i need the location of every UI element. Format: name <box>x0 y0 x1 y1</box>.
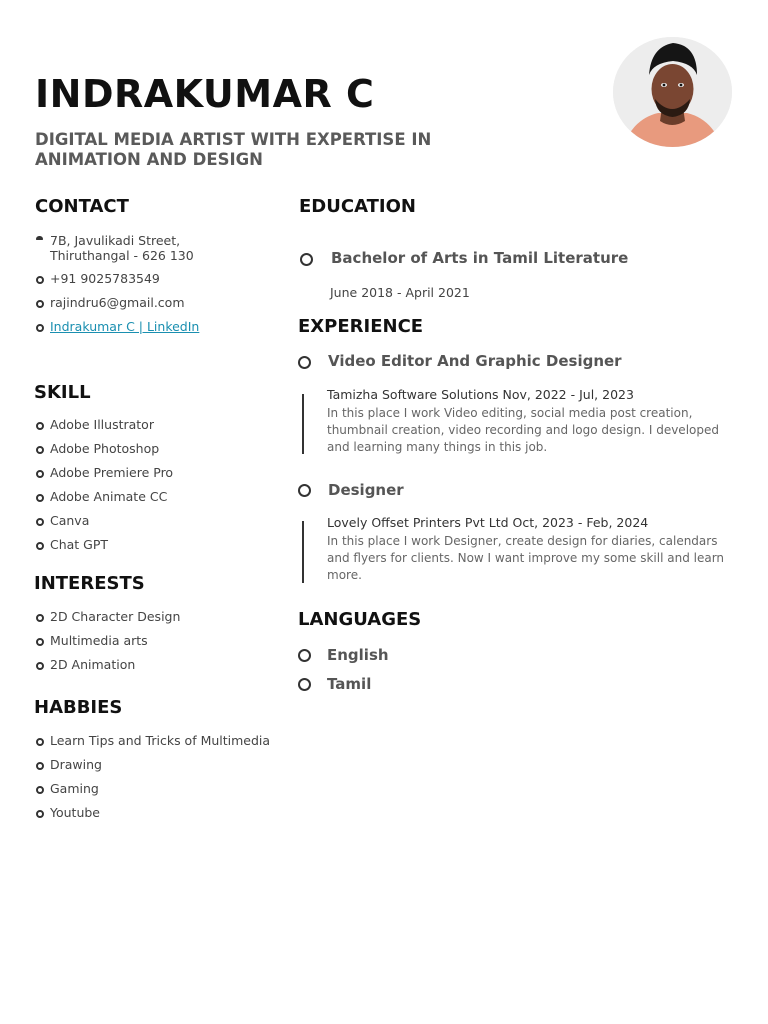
bullet-icon <box>36 738 44 746</box>
interests-heading: INTERESTS <box>34 573 145 594</box>
phone-text: +91 9025783549 <box>50 271 160 286</box>
hobby-item <box>50 758 102 773</box>
interest-label: Multimedia arts <box>50 633 148 648</box>
bullet-icon <box>36 662 44 670</box>
interest-label: 2D Character Design <box>50 609 181 624</box>
hobby-label: Drawing <box>50 757 102 772</box>
education-heading: EDUCATION <box>299 196 416 217</box>
bullet-icon <box>36 446 44 454</box>
skill-item <box>50 490 167 505</box>
timeline-marker-icon <box>300 253 313 266</box>
timeline-marker-icon <box>298 649 311 662</box>
language-item: English <box>327 646 389 664</box>
hobby-label: Learn Tips and Tricks of Multimedia <box>50 733 271 748</box>
timeline-marker-icon <box>298 678 311 691</box>
candidate-name: INDRAKUMAR C <box>35 72 375 116</box>
interest-item <box>50 610 180 625</box>
bullet-icon <box>36 810 44 818</box>
timeline-marker-icon <box>298 484 311 497</box>
education-dates: June 2018 - April 2021 <box>330 285 470 300</box>
linkedin-link[interactable]: Indrakumar C | LinkedIn <box>50 319 200 334</box>
skill-label: Adobe Photoshop <box>50 441 160 456</box>
address-line-1: 7B, Javulikadi Street, <box>50 233 181 248</box>
bullet-icon <box>36 638 44 646</box>
skill-item <box>50 466 173 481</box>
bullet-icon <box>36 422 44 430</box>
bullet-icon <box>36 542 44 550</box>
skill-label: Chat GPT <box>50 537 109 552</box>
hobby-label: Youtube <box>50 805 100 820</box>
education-degree: Bachelor of Arts in Tamil Literature <box>331 249 629 267</box>
experience-role: Designer <box>328 481 404 499</box>
interest-item <box>50 658 135 673</box>
skill-item <box>50 538 108 553</box>
bullet-icon <box>36 614 44 622</box>
skill-heading: SKILL <box>34 382 91 403</box>
skill-item <box>50 514 89 529</box>
experience-role: Video Editor And Graphic Designer <box>328 352 622 370</box>
timeline-line <box>302 521 304 583</box>
skill-label: Adobe Premiere Pro <box>50 465 174 480</box>
timeline-marker-icon <box>298 356 311 369</box>
habbies-heading: HABBIES <box>34 697 123 718</box>
contact-linkedin <box>50 320 199 335</box>
interest-label: 2D Animation <box>50 657 136 672</box>
profile-photo <box>613 37 732 147</box>
hobby-label: Gaming <box>50 781 99 796</box>
bullet-icon <box>36 470 44 478</box>
address-icon <box>36 236 43 240</box>
contact-address <box>50 234 194 263</box>
experience-heading: EXPERIENCE <box>298 316 424 337</box>
experience-org: Lovely Offset Printers Pvt Ltd Oct, 2023 - Feb, 2024 <box>327 515 649 530</box>
skill-label: Canva <box>50 513 90 528</box>
hobby-item <box>50 734 270 749</box>
interest-item <box>50 634 148 649</box>
contact-heading: CONTACT <box>35 196 129 217</box>
timeline-line <box>302 394 304 454</box>
bullet-icon <box>36 494 44 502</box>
experience-description: In this place I work Designer, create design for diaries, calendars and flyers for clients. Now I want improve my some skill and learn more. <box>327 534 725 582</box>
experience-description: In this place I work Video editing, social media post creation, thumbnail creation, video recording and logo design. I developed and learning many things in this job. <box>327 406 719 454</box>
hobby-item <box>50 806 100 821</box>
skill-item <box>50 418 154 433</box>
contact-phone <box>50 272 160 287</box>
language-item: Tamil <box>327 675 372 693</box>
email-text: rajindru6@gmail.com <box>50 295 185 310</box>
candidate-headline: DIGITAL MEDIA ARTIST WITH EXPERTISE IN ANIMATION AND DESIGN <box>35 130 432 169</box>
skill-label: Adobe Animate CC <box>50 489 168 504</box>
hobby-item <box>50 782 99 797</box>
profile-photo-image <box>613 37 732 147</box>
bullet-icon <box>36 786 44 794</box>
contact-email <box>50 296 185 311</box>
bullet-icon <box>36 762 44 770</box>
skill-label: Adobe Illustrator <box>50 417 154 432</box>
skill-item <box>50 442 159 457</box>
bullet-icon <box>36 324 44 332</box>
experience-org: Tamizha Software Solutions Nov, 2022 - Jul, 2023 <box>327 387 634 402</box>
address-line-2: Thiruthangal - 626 130 <box>50 247 194 263</box>
bullet-icon <box>36 300 44 308</box>
bullet-icon <box>36 276 44 284</box>
languages-heading: LANGUAGES <box>298 609 422 630</box>
bullet-icon <box>36 518 44 526</box>
